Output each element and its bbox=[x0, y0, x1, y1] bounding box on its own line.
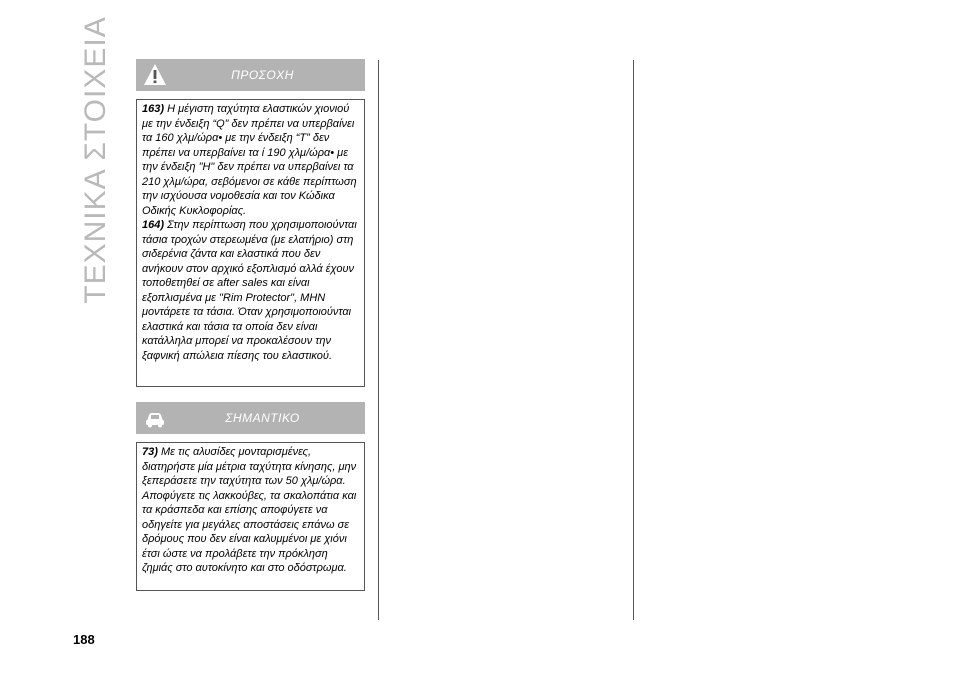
important-item-number: 73) bbox=[142, 446, 158, 458]
important-item-73 bbox=[142, 445, 359, 576]
warning-item-number: 163) bbox=[142, 103, 165, 115]
important-notice-header bbox=[136, 402, 365, 434]
warning-triangle-icon bbox=[142, 62, 168, 88]
page-number: 188 bbox=[73, 632, 95, 647]
warning-item-number: 164) bbox=[142, 219, 165, 231]
warning-item-text: Η μέγιστη ταχύτητα ελαστικών χιονιού με την ένδειξη “Q” δεν πρέπει να υπερβαίνει τα 160 χλμ/ώρα• με την ένδειξη “T” δεν πρέπει να υπερβαίνει τα ί 190 χλμ/ώρα• με την ένδειξη "H" δεν πρέπει να υπερβαίνει τα 210 χλμ/ώρα, σεβόμενοι σε κάθε περίπτωση την ισχύουσα νομοθεσία και τον Κώδικα Οδικής Κυκλοφορίας. bbox=[142, 103, 357, 217]
warning-notice-title: ΠΡΟΣΟΧΗ bbox=[231, 68, 294, 82]
warning-item-text: Στην περίπτωση που χρησιμοποιούνται τάσια τροχών στερεωμένα (με ελατήριο) στη σιδερένια ζάντα και ελαστικά που δεν ανήκουν στον αρχικό εξοπλισμό αλλά έχουν τοποθετηθεί σε after sales και είναι εξοπλισμένα με "Rim Protector", ΜΗΝ μοντάρετε τα τάσια. Όταν χρησιμοποιούνται ελαστικά και τάσια τα οποία δεν είναι κατάλληλα μπορεί να προκαλέσουν την ξαφνική απώλεια πίεσης του ελαστικού. bbox=[142, 219, 357, 362]
important-item-text: Με τις αλυσίδες μονταρισμένες, διατηρήστε μία μέτρια ταχύτητα κίνησης, μην ξεπεράσετε την ταχύτητα των 50 χλμ/ώρα. Αποφύγετε τις λακκούβες, τα σκαλοπάτια και τα κράσπεδα και επίσης αποφύγετε να οδηγείτε για μεγάλες αποστάσεις επάνω σε δρόμους που δεν είναι καλυμμένοι με χιόνι έτσι ώστε να προλάβετε την πρόκληση ζημιάς στο αυτοκίνητο και στο οδόστρωμα. bbox=[142, 446, 357, 574]
warning-item-164 bbox=[142, 218, 359, 363]
section-side-title-text: ΤΕΧΝΙΚΑ ΣΤΟΙΧΕΙΑ bbox=[79, 16, 112, 304]
warning-item-163 bbox=[142, 102, 359, 218]
warning-notice-header bbox=[136, 59, 365, 91]
car-icon bbox=[142, 405, 168, 431]
important-notice-body bbox=[136, 442, 365, 591]
column-divider-left bbox=[378, 60, 379, 620]
section-side-title bbox=[66, 16, 126, 304]
warning-notice bbox=[136, 59, 365, 387]
warning-notice-body bbox=[136, 99, 365, 387]
column-divider-right bbox=[633, 60, 634, 620]
important-notice bbox=[136, 402, 365, 591]
important-notice-title: ΣΗΜΑΝΤΙΚΟ bbox=[225, 411, 300, 425]
